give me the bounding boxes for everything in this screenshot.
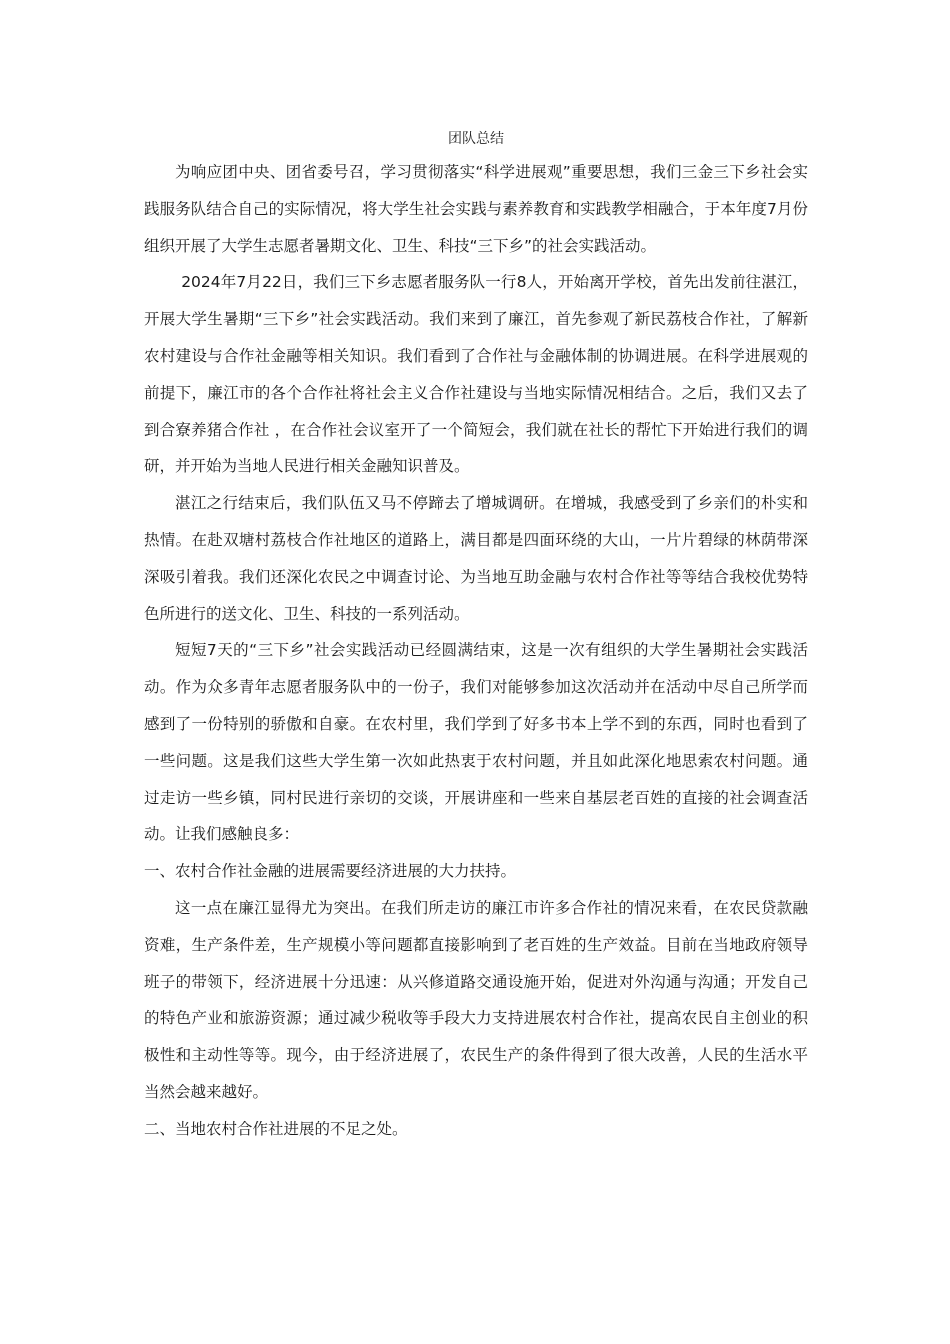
paragraph-lianjiang: 这一点在廉江显得尤为突出。在我们所走访的廉江市许多合作社的情况来看，在农民贷款融资难，生产条件差，生产规模小等问题都直接影响到了老百姓的生产效益。目前在当地政府领导班子的带领下，经济进展十分迅速：从兴修道路交通设施开始，促进对外沟通与沟通；开发自己的特色产业和旅游资源；通过减少税收等手段大力支持进展农村合作社，提高农民自主创业的积极性和主动性等等。现今，由于经济进展了，农民生产的条件得到了很大改善，人民的生活水平当然会越来越好。: [144, 898, 808, 1101]
paragraph-intro: 为响应团中央、团省委号召，学习贯彻落实“科学进展观”重要思想，我们三金三下乡社会实践服务队结合自己的实际情况，将大学生社会实践与素养教育和实践教学相融合，于本年度7月份组织开展了大学生志愿者暑期文化、卫生、科技“三下乡”的社会实践活动。: [144, 163, 808, 255]
paragraph-zengcheng: 湛江之行结束后，我们队伍又马不停蹄去了增城调研。在增城，我感受到了乡亲们的朴实和热情。在赴双塘村荔枝合作社地区的道路上，满目都是四面环绕的大山，一片片碧绿的林荫带深深吸引着我。我们还深化农民之中调查讨论、为当地互助金融与农村合作社等等结合我校优势特色所进行的送文化、卫生、科技的一系列活动。: [144, 494, 808, 623]
document-body: [144, 124, 808, 1148]
paragraph-reflection: 短短7天的“三下乡”社会实践活动已经圆满结束，这是一次有组织的大学生暑期社会实践活动。作为众多青年志愿者服务队中的一份子，我们对能够参加这次活动并在活动中尽自己所学而感到了一份特别的骄傲和自豪。在农村里，我们学到了好多书本上学不到的东西，同时也看到了一些问题。这是我们这些大学生第一次如此热衷于农村问题，并且如此深化地思索农村问题。通过走访一些乡镇，同村民进行亲切的交谈，开展讲座和一些来自基层老百姓的直接的社会调查活动。让我们感触良多：: [144, 641, 808, 844]
document-title: 团队总结: [448, 131, 504, 147]
paragraph-zhanjiang: 2024年7月22日，我们三下乡志愿者服务队一行8人，开始离开学校，首先出发前往湛江，开展大学生暑期“三下乡”社会实践活动。我们来到了廉江，首先参观了新民荔枝合作社，了解新农村建设与合作社金融等相关知识。我们看到了合作社与金融体制的协调进展。在科学进展观的前提下，廉江市的各个合作社将社会主义合作社建设与当地实际情况相结合。之后，我们又去了到合寮养猪合作社 ，在合作社会议室开了一个简短会，我们就在社长的帮忙下开始进行我们的调研，并开始为当地人民进行相关金融知识普及。: [144, 273, 808, 476]
section-heading-one: 一、农村合作社金融的进展需要经济进展的大力扶持。: [144, 862, 517, 881]
section-heading-two: 二、当地农村合作社进展的不足之处。: [144, 1119, 408, 1138]
